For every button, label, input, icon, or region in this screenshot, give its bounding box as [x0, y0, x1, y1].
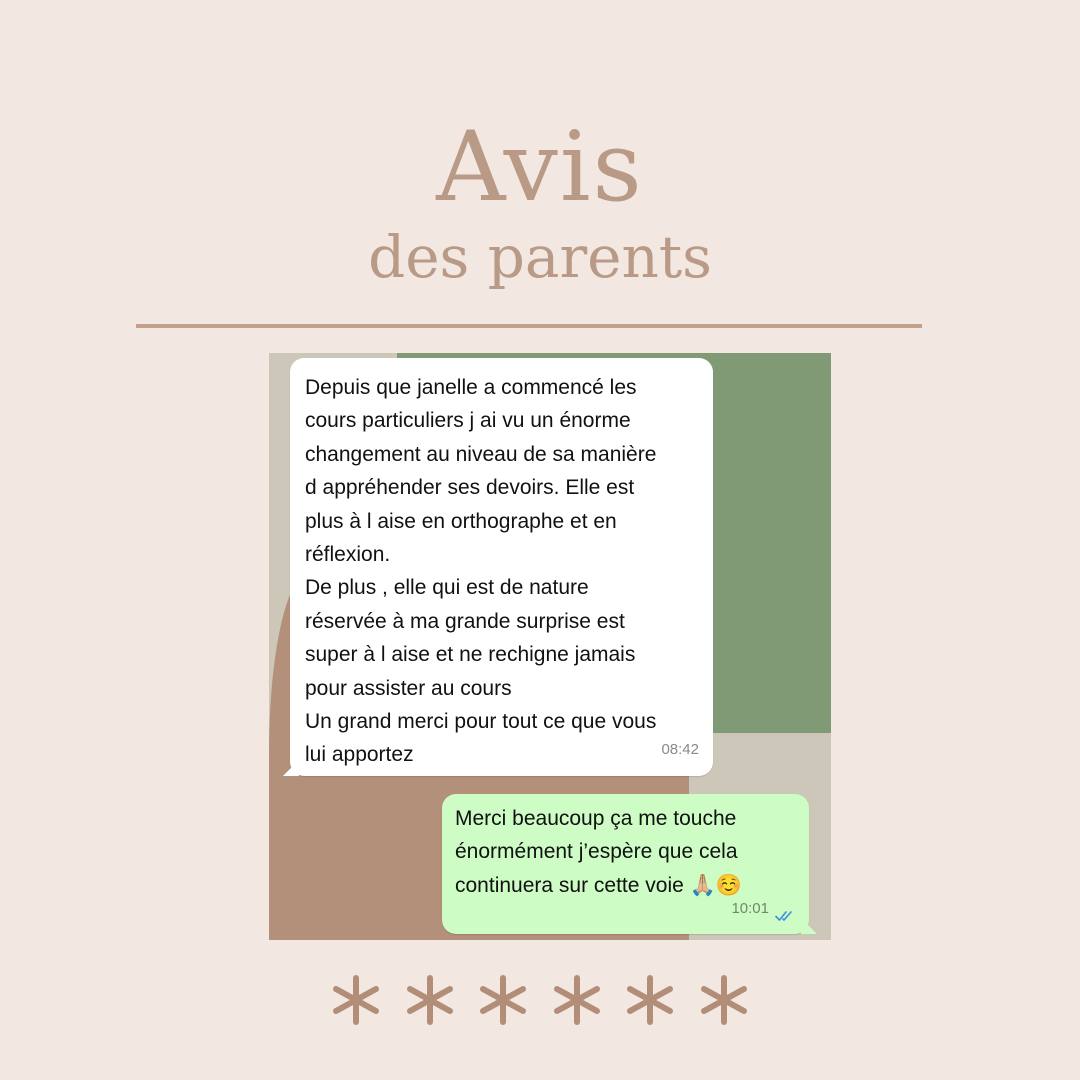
message-line: Depuis que janelle a commencé les — [305, 376, 637, 399]
message-line: lui apportez — [305, 743, 414, 767]
asterisk-star-icon — [477, 974, 529, 1026]
message-line: énormément j’espère que cela — [455, 840, 738, 864]
outgoing-message-text — [455, 802, 805, 902]
message-line: cours particuliers j ai vu un énorme — [305, 409, 631, 433]
message-line: d appréhender ses devoirs. Elle est — [305, 476, 635, 500]
outgoing-message-bubble[interactable] — [442, 794, 809, 934]
outgoing-message-time: 10:01 — [731, 899, 769, 917]
incoming-message-time: 08:42 — [661, 740, 699, 758]
message-line: changement au niveau de sa manière — [305, 442, 657, 466]
chat-screenshot — [269, 353, 831, 940]
double-check-read-icon — [775, 910, 797, 922]
message-line: continuera sur cette voie 🙏🏼☺️ — [455, 873, 742, 897]
message-line: super à l aise et ne rechigne jamais — [305, 643, 636, 667]
message-line: plus à l aise en orthographe et en — [305, 509, 617, 533]
asterisk-star-icon — [330, 974, 382, 1026]
divider — [136, 324, 922, 328]
message-line: De plus , elle qui est de nature — [305, 576, 589, 600]
asterisk-star-icon — [551, 974, 603, 1026]
message-line: pour assister au cours — [305, 676, 512, 700]
asterisk-star-icon — [624, 974, 676, 1026]
message-line: réservée à ma grande surprise est — [305, 609, 625, 633]
page-subtitle: des parents — [368, 223, 712, 291]
asterisk-star-icon — [404, 974, 456, 1026]
message-line: réflexion. — [305, 543, 391, 567]
message-line: Merci beaucoup ça me touche — [455, 807, 737, 830]
rating-stars — [330, 970, 750, 1030]
incoming-message-bubble[interactable] — [290, 358, 713, 776]
message-line: Un grand merci pour tout ce que vous — [305, 710, 657, 734]
page-title: Avis — [436, 111, 644, 223]
incoming-message-text — [305, 371, 705, 772]
asterisk-star-icon — [698, 974, 750, 1026]
